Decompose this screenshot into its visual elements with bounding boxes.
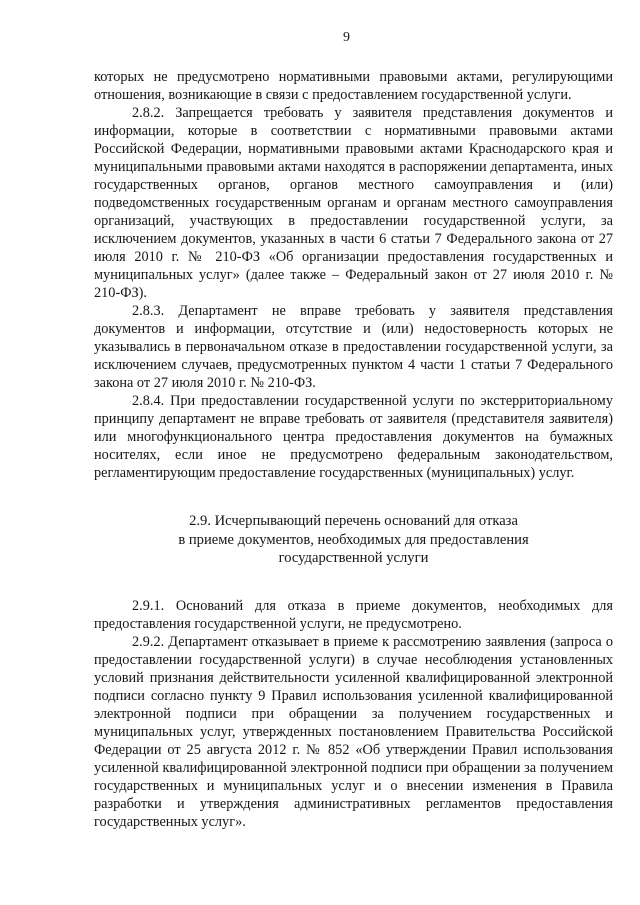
paragraph-2-8-2: 2.8.2. Запрещается требовать у заявителя представления документов и информации, которые в соответствии с нормативными правовыми актами Российской Федерации, нормативными правовыми актами Краснодарского края и муниципальными правовыми актами находятся в распоряжении департамента, иных государственных органов, органов местного самоуправления и (или) подведомственных государственным органам и органам местного самоуправления организаций, участвующих в предоставлении государственной услуги, за исключением документов, указанных в части 6 статьи 7 Федерального закона от 27 июля 2010 г. № 210-ФЗ «Об организации предоставления государственных и муниципальных услуг» (далее также – Федеральный закон от 27 июля 2010 г. № 210-ФЗ).	[94, 105, 613, 301]
page-number: 9	[343, 30, 350, 45]
paragraph-2-8-3: 2.8.3. Департамент не вправе требовать у заявителя представления документов и информации, отсутствие и (или) недостоверность которых не указывались в первоначальном отказе в предоставлении государственной услуги, за исключением случаев, предусмотренных пунктом 4 части 1 статьи 7 Федерального закона от 27 июля 2010 г. № 210-ФЗ.	[94, 303, 613, 391]
paragraph-2-9-1: 2.9.1. Оснований для отказа в приеме документов, необходимых для предоставления государственной услуги, не предусмотрено.	[94, 597, 613, 632]
section-heading-line: в приеме документов, необходимых для предоставления	[178, 531, 529, 548]
section-heading-line: государственной услуги	[278, 550, 429, 566]
section-heading-line: 2.9. Исчерпывающий перечень оснований для отказа	[189, 513, 518, 529]
section-heading-2-9	[94, 512, 613, 568]
intro-paragraph: которых не предусмотрено нормативными правовыми актами, регулирующими отношения, возникающие в связи с предоставлением государственной услуги.	[94, 69, 613, 103]
paragraph-2-9-2: 2.9.2. Департамент отказывает в приеме к рассмотрению заявления (запроса о предоставлении государственной услуги) в случае несоблюдения установленных условий признания действительности усиленной квалифицированной электронной подписи согласно пункту 9 Правил использования усиленной квалифицированной электронной подписи при обращении за получением государственных и муниципальных услуг, утвержденных постановлением Правительства Российской Федерации от 25 августа 2012 г. № 852 «Об утверждении Правил использования усиленной квалифицированной электронной подписи при обращении за получением государственных и муниципальных услуг и о внесении изменения в Правила разработки и утверждения административных регламентов предоставления государственных услуг».	[94, 633, 613, 830]
paragraph-2-8-4: 2.8.4. При предоставлении государственной услуги по экстерриториальному принципу департамент не вправе требовать от заявителя (представителя заявителя) или многофункционального центра предоставления документов на бумажных носителях, если иное не предусмотрено федеральным законодательством, регламентирующим предоставление государственных (муниципальных) услуг.	[94, 393, 613, 481]
